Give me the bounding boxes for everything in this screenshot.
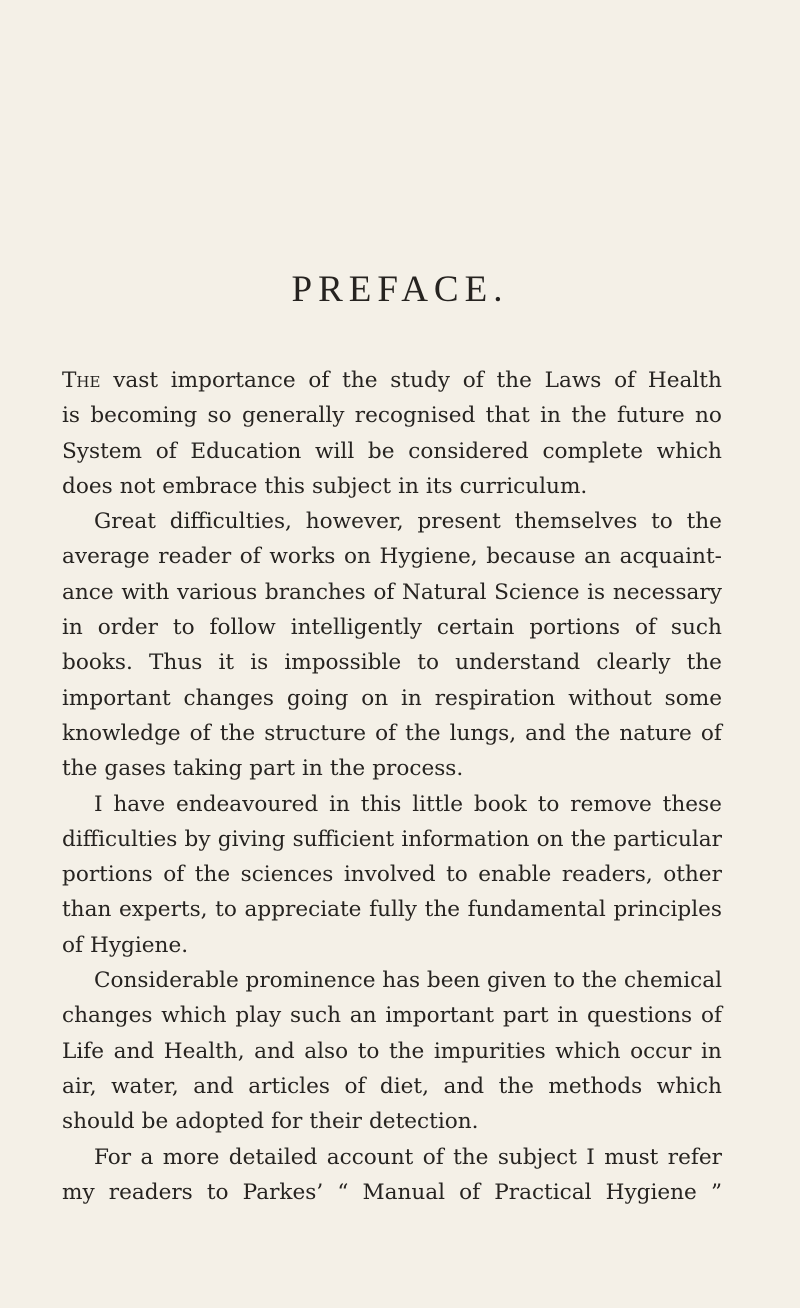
text-word: Education <box>190 438 302 464</box>
text-word: the <box>570 826 607 852</box>
text-word: books. <box>62 650 133 676</box>
text-word: also <box>304 1038 349 1064</box>
text-word: sciences <box>240 862 334 888</box>
text-word: recognised <box>354 403 476 429</box>
text-word: appreciate <box>244 897 362 923</box>
text-word: For <box>94 1144 132 1170</box>
text-line <box>62 575 722 610</box>
text-word: certain <box>436 615 515 641</box>
text-word: of <box>155 438 177 464</box>
text-word: air, <box>62 1073 97 1099</box>
text-word: principles <box>613 897 722 923</box>
text-word: enable <box>478 862 552 888</box>
text-word: does <box>62 473 113 499</box>
text-word: acquaint- <box>619 544 722 570</box>
text-word: gases <box>104 756 167 782</box>
text-word: impurities <box>433 1038 546 1064</box>
text-word: to <box>537 791 560 817</box>
text-word: “ <box>337 1179 349 1205</box>
text-word: detailed <box>228 1144 318 1170</box>
text-word: been <box>426 968 481 994</box>
text-word: Laws <box>544 368 602 393</box>
text-word: portions <box>529 615 621 641</box>
text-line <box>62 928 722 963</box>
text-word: various <box>176 579 258 605</box>
text-word: Science <box>494 579 580 605</box>
text-word: themselves <box>514 509 638 535</box>
text-word: Hygiene. <box>90 932 189 958</box>
text-word: the <box>424 897 461 923</box>
text-word: book <box>473 791 527 817</box>
text-word: an <box>349 1003 377 1029</box>
text-word: fully <box>369 897 418 923</box>
text-word: and <box>525 720 566 746</box>
text-word: in <box>329 791 350 817</box>
text-word: refer <box>667 1144 722 1170</box>
text-word: adopted <box>175 1109 265 1135</box>
text-word: the <box>194 862 231 888</box>
text-word: and <box>443 1073 485 1099</box>
text-word: part <box>249 756 295 782</box>
text-word: Practical <box>494 1179 592 1205</box>
text-word: such <box>670 615 722 641</box>
text-word: questions <box>586 1003 693 1029</box>
text-word: for <box>271 1109 303 1135</box>
text-word: changes <box>62 1003 153 1029</box>
text-word: with <box>121 579 170 605</box>
text-word: the <box>453 1144 489 1170</box>
text-line <box>62 398 722 433</box>
text-word: process. <box>372 756 464 782</box>
text-word: involved <box>343 862 436 888</box>
text-word: to <box>651 509 673 535</box>
text-word: in <box>401 685 422 711</box>
text-word: System <box>62 438 143 464</box>
text-word: the <box>342 368 378 393</box>
text-word: given <box>486 968 547 994</box>
text-word: branches <box>264 579 366 605</box>
text-word: readers <box>108 1179 193 1205</box>
text-line <box>62 1140 722 1175</box>
text-word: embrace <box>162 473 258 499</box>
text-word: necessary <box>612 579 722 605</box>
text-word: to <box>172 615 195 641</box>
text-word: works <box>269 544 336 570</box>
text-word: I <box>586 1144 595 1170</box>
text-word: generally <box>241 403 345 429</box>
text-word: considered <box>408 438 529 464</box>
text-word: of <box>189 720 211 746</box>
text-word: some <box>664 685 722 711</box>
text-word: water, <box>111 1073 179 1099</box>
text-word: Considerable <box>94 968 239 994</box>
text-word: remove <box>570 791 652 817</box>
text-word: impossible <box>284 650 402 676</box>
text-word: important <box>385 1003 495 1029</box>
text-word: reader <box>158 544 232 570</box>
text-word: the <box>405 720 441 746</box>
text-word: intelligently <box>290 615 422 641</box>
text-word: structure <box>264 720 366 746</box>
text-word: the <box>62 756 98 782</box>
text-line <box>62 787 722 822</box>
text-word: knowledge <box>62 720 181 746</box>
text-word: to <box>417 650 439 676</box>
text-word: of <box>462 368 484 393</box>
text-word: future <box>617 403 685 429</box>
text-line <box>62 363 722 398</box>
text-word: which <box>555 1038 621 1064</box>
text-word: experts, <box>119 897 208 923</box>
text-line <box>62 716 722 751</box>
text-word: and <box>254 1038 295 1064</box>
text-word: this <box>360 791 402 817</box>
text-word: of <box>700 1003 722 1029</box>
text-word: and <box>193 1073 234 1099</box>
text-word: present <box>417 509 501 535</box>
text-word: because <box>486 544 576 570</box>
text-word: is <box>62 403 80 429</box>
preface-body <box>62 363 722 1210</box>
text-word: other <box>663 862 722 888</box>
text-word: the <box>686 509 722 535</box>
text-word: not <box>119 473 156 499</box>
text-word: on <box>536 826 564 852</box>
text-word: Life <box>62 1038 105 1064</box>
text-word: the <box>329 756 366 782</box>
text-word: of <box>163 862 185 888</box>
text-word: be <box>141 1109 169 1135</box>
text-word: Manual <box>362 1179 446 1205</box>
text-word: a <box>140 1144 154 1170</box>
text-line <box>62 1104 722 1139</box>
text-word: in <box>62 615 83 641</box>
text-word: detection. <box>368 1109 479 1135</box>
text-word: than <box>62 897 112 923</box>
text-word: to <box>357 1038 380 1064</box>
text-word: of <box>344 1073 366 1099</box>
text-word: of <box>308 368 330 393</box>
text-word: is <box>250 650 269 676</box>
text-word: must <box>604 1144 659 1170</box>
text-word: Thus <box>149 650 203 676</box>
text-word: the <box>388 1038 425 1064</box>
text-word: on <box>343 544 371 570</box>
text-word: fundamental <box>467 897 606 923</box>
text-line <box>62 998 722 1033</box>
text-word: Great <box>94 509 156 535</box>
text-word: which <box>656 438 722 464</box>
text-word: lungs, <box>449 720 517 746</box>
text-word: importance <box>170 368 296 393</box>
text-word: more <box>162 1144 220 1170</box>
text-word: giving <box>217 826 286 852</box>
text-word: these <box>662 791 722 817</box>
text-word: should <box>62 1109 135 1135</box>
text-word: in <box>302 756 323 782</box>
text-word: respiration <box>434 685 556 711</box>
text-word: which <box>656 1073 722 1099</box>
text-word: particular <box>613 826 722 852</box>
text-word: part <box>502 1003 549 1029</box>
text-word: however, <box>305 509 404 535</box>
text-word: difficulties <box>62 826 178 852</box>
text-line <box>62 857 722 892</box>
text-line <box>62 645 722 680</box>
text-word: diet, <box>379 1073 429 1099</box>
text-word: average <box>62 544 150 570</box>
text-line <box>62 751 722 786</box>
text-word: difficulties, <box>169 509 292 535</box>
text-word: this <box>264 473 306 499</box>
text-word: of <box>373 579 395 605</box>
text-word: will <box>315 438 355 464</box>
text-word: the <box>581 968 618 994</box>
text-line <box>62 610 722 645</box>
text-line <box>62 1069 722 1104</box>
text-word: sufficient <box>292 826 395 852</box>
text-word: readers, <box>561 862 653 888</box>
text-line <box>62 434 722 469</box>
text-word: in <box>398 473 419 499</box>
text-word: curriculum. <box>459 473 588 499</box>
text-word: I <box>94 791 103 817</box>
text-word: the <box>496 368 532 393</box>
text-line <box>62 681 722 716</box>
text-word: in <box>540 403 561 429</box>
text-word: the <box>574 720 611 746</box>
text-word: so <box>207 403 232 429</box>
text-word: of <box>634 615 656 641</box>
text-word: Hygiene, <box>379 544 478 570</box>
text-word: articles <box>248 1073 330 1099</box>
text-word: chemical <box>623 968 722 994</box>
text-word: the <box>571 403 607 429</box>
page-title: PREFACE. <box>291 269 509 310</box>
text-word: of <box>239 544 261 570</box>
text-word: prominence <box>245 968 376 994</box>
text-word: endeavoured <box>176 791 319 817</box>
text-word: becoming <box>90 403 198 429</box>
text-word: of <box>422 1144 444 1170</box>
text-word: occur <box>630 1038 692 1064</box>
text-word: clearly <box>596 650 671 676</box>
text-word: of <box>62 932 83 958</box>
text-word: its <box>425 473 453 499</box>
text-word: on <box>361 685 389 711</box>
text-word: the <box>219 720 256 746</box>
text-word: by <box>184 826 211 852</box>
text-word: to <box>553 968 576 994</box>
text-word: the <box>686 650 722 676</box>
text-word: to <box>446 862 468 888</box>
text-word: The <box>62 368 101 393</box>
text-word: complete <box>542 438 643 464</box>
text-word: vast <box>113 368 159 393</box>
text-word: of <box>459 1179 481 1205</box>
text-word: the <box>498 1073 534 1099</box>
text-word: Hygiene <box>605 1179 697 1205</box>
text-word: my <box>62 1179 95 1205</box>
text-word: ance <box>62 579 114 605</box>
text-line <box>62 469 722 504</box>
text-word: to <box>215 897 237 923</box>
text-word: Parkes’ <box>242 1179 324 1205</box>
text-word: that <box>485 403 530 429</box>
text-word: such <box>289 1003 341 1029</box>
text-word: subject <box>497 1144 577 1170</box>
text-line <box>62 822 722 857</box>
text-word: understand <box>455 650 581 676</box>
text-line <box>62 1175 722 1210</box>
text-word: which <box>161 1003 227 1029</box>
text-word: nature <box>619 720 692 746</box>
text-word: their <box>309 1109 362 1135</box>
text-word: is <box>587 579 606 605</box>
text-word: Health, <box>163 1038 245 1064</box>
text-word: without <box>568 685 652 711</box>
text-word: ” <box>710 1179 722 1205</box>
text-word: in <box>557 1003 579 1029</box>
text-word: important <box>62 685 171 711</box>
text-word: play <box>235 1003 282 1029</box>
text-word: Health <box>647 368 722 393</box>
text-word: have <box>113 791 166 817</box>
text-word: subject <box>312 473 392 499</box>
text-line <box>62 504 722 539</box>
text-word: an <box>584 544 611 570</box>
text-line <box>62 963 722 998</box>
text-word: taking <box>173 756 243 782</box>
text-word: little <box>412 791 464 817</box>
text-word: be <box>367 438 395 464</box>
text-word: of <box>614 368 636 393</box>
text-word: and <box>113 1038 155 1064</box>
text-word: has <box>382 968 421 994</box>
text-word: Natural <box>402 579 487 605</box>
text-word: it <box>218 650 235 676</box>
text-word: methods <box>548 1073 643 1099</box>
text-word: changes <box>183 685 275 711</box>
text-word: study <box>390 368 450 393</box>
text-word: follow <box>209 615 276 641</box>
text-word: in <box>701 1038 722 1064</box>
text-line <box>62 1034 722 1069</box>
text-word: portions <box>62 862 153 888</box>
text-word: to <box>206 1179 229 1205</box>
text-word: of <box>700 720 722 746</box>
text-word: going <box>286 685 349 711</box>
text-word: order <box>97 615 158 641</box>
text-word: account <box>326 1144 414 1170</box>
text-word: no <box>694 403 722 429</box>
text-line <box>62 539 722 574</box>
text-word: of <box>375 720 397 746</box>
text-word: information <box>401 826 530 852</box>
text-line <box>62 892 722 927</box>
